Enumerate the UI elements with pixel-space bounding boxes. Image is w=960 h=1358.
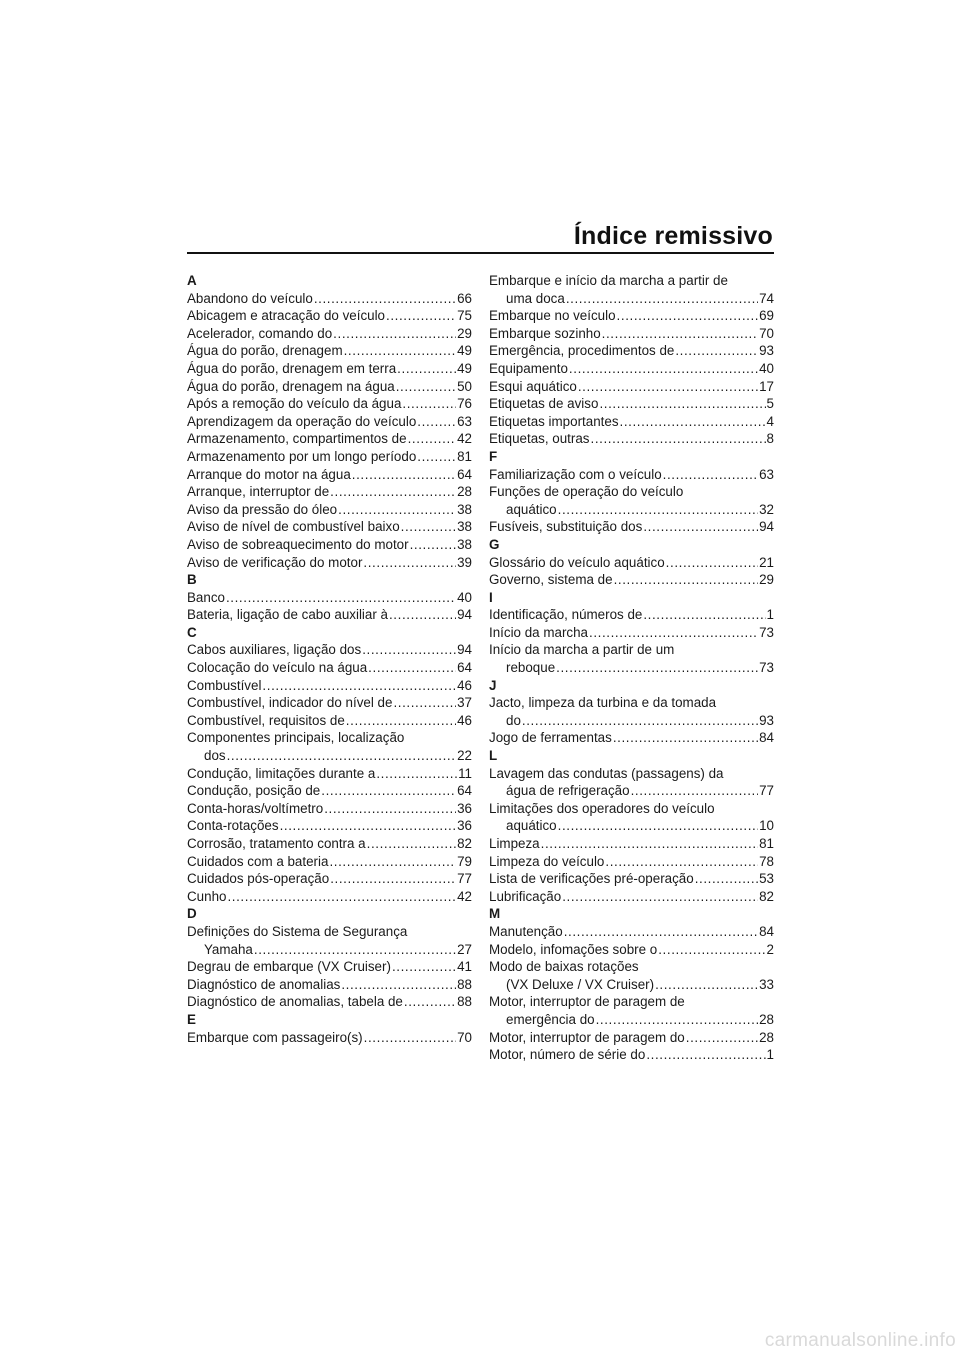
index-entry (489, 325, 774, 343)
index-entry-heading: Início da marcha a partir de um (489, 642, 675, 658)
dot-leader (324, 800, 456, 818)
index-entry-text: dos (204, 748, 226, 764)
index-entry (187, 589, 472, 607)
dot-leader (314, 290, 456, 308)
index-entry (187, 870, 472, 888)
index-entry (187, 342, 472, 360)
index-entry-page: 82 (457, 836, 472, 851)
index-entry-text: Lubrificação (489, 888, 562, 904)
index-entry-page: 21 (759, 554, 774, 570)
index-entry-text: (VX Deluxe / VX Cruiser) (506, 976, 655, 992)
index-entry-page: 77 (759, 783, 774, 799)
index-entry-page: 66 (457, 290, 472, 306)
dot-leader (686, 1029, 758, 1047)
index-entry (489, 1029, 774, 1047)
dot-leader (596, 1011, 759, 1029)
index-entry-text: Abicagem e atracação do veículo (187, 308, 386, 324)
dot-leader (341, 976, 456, 994)
index-entry (187, 976, 472, 994)
index-entry-text: Glossário do veículo aquático (489, 554, 665, 570)
index-entry-heading: Funções de operação do veículo (489, 484, 684, 500)
index-entry-text: Diagnóstico de anomalias (187, 976, 341, 992)
dot-leader (417, 448, 456, 466)
index-entry (187, 290, 472, 308)
index-entry-text: Etiquetas, outras (489, 431, 590, 447)
dot-leader (643, 518, 758, 536)
index-entry-text: emergência do (506, 1011, 595, 1027)
dot-leader (522, 712, 758, 730)
index-entry-text: Emergência, procedimentos de (489, 343, 675, 359)
index-entry-page: 53 (759, 871, 774, 887)
dot-leader (617, 307, 759, 325)
dot-leader (254, 941, 456, 959)
index-entry-text: água de refrigeração (506, 783, 630, 799)
index-entry-page: 36 (457, 800, 472, 816)
index-section-letter: G (489, 536, 500, 552)
index-entry-page: 73 (759, 660, 774, 676)
dot-leader (338, 501, 456, 519)
index-entry-heading: Modo de baixas rotações (489, 959, 639, 975)
index-entry-page: 36 (457, 818, 472, 834)
index-entry (489, 606, 774, 624)
index-entry (489, 782, 774, 800)
index-entry (489, 430, 774, 448)
index-entry-text: Degrau de embarque (VX Cruiser) (187, 959, 391, 975)
index-entry-heading: Motor, interruptor de paragem de (489, 994, 685, 1010)
index-entry (187, 448, 472, 466)
index-entry-page: 4 (766, 413, 774, 429)
index-entry-page: 40 (457, 589, 472, 605)
index-entry-text: Combustível, requisitos de (187, 712, 345, 728)
dot-leader (620, 413, 766, 431)
index-entry-heading: Embarque e início da marcha a partir de (489, 273, 728, 288)
title-rule (187, 252, 774, 254)
index-entry (187, 747, 472, 765)
index-entry-page: 75 (457, 308, 472, 324)
index-entry-text: Condução, posição de (187, 783, 321, 799)
index-entry-page: 84 (759, 730, 774, 746)
index-entry-page: 78 (759, 853, 774, 869)
index-entry-text: Limpeza do veículo (489, 853, 605, 869)
index-entry-page: 11 (458, 765, 472, 781)
watermark-logo: carmanualsonline.info (764, 1330, 956, 1351)
index-entry-page: 88 (457, 994, 472, 1010)
index-entry (187, 853, 472, 871)
index-section-letter: M (489, 906, 501, 922)
dot-leader (401, 518, 456, 536)
dot-leader (541, 835, 758, 853)
index-section-letter: I (489, 589, 493, 605)
dot-leader (389, 606, 456, 624)
index-entry (489, 624, 774, 642)
index-entry (187, 659, 472, 677)
index-entry-page: 38 (457, 519, 472, 535)
index-entry-text: Corrosão, tratamento contra a (187, 836, 366, 851)
index-entry-page: 63 (457, 413, 472, 429)
index-entry (489, 307, 774, 325)
index-entry-page: 28 (759, 1029, 774, 1045)
index-entry-text: Identificação, números de (489, 607, 643, 623)
dot-leader (417, 413, 456, 431)
index-entry-text: Aviso de sobreaquecimento do motor (187, 536, 409, 552)
index-entry-heading: Componentes principais, localização (187, 730, 405, 746)
index-entry-text: Cabos auxiliares, ligação dos (187, 642, 362, 658)
index-entry (187, 993, 472, 1011)
index-entry-text: Etiquetas de aviso (489, 396, 599, 412)
index-entry-page: 93 (759, 712, 774, 728)
page-title: Índice remissivo (573, 222, 773, 250)
index-entry-page: 84 (759, 923, 774, 939)
dot-leader (227, 888, 456, 906)
dot-leader (566, 290, 758, 308)
index-entry-text: Após a remoção do veículo da água (187, 396, 402, 412)
index-entry-text: Aviso de nível de combustível baixo (187, 519, 400, 535)
index-entry-page: 38 (457, 501, 472, 517)
dot-leader (346, 712, 456, 730)
index-entry-text: Limpeza (489, 836, 540, 851)
index-entry-heading: Lavagem das condutas (passagens) da (489, 765, 724, 781)
dot-leader (321, 782, 456, 800)
index-entry-page: 94 (457, 642, 472, 658)
index-entry-text: Etiquetas importantes (489, 413, 619, 429)
index-entry (187, 888, 472, 906)
index-entry (489, 923, 774, 941)
index-entry (489, 501, 774, 519)
dot-leader (363, 554, 456, 572)
index-entry (489, 554, 774, 572)
dot-leader (367, 835, 456, 853)
index-entry-page: 29 (759, 572, 774, 588)
index-entry-page: 1 (766, 607, 774, 623)
index-entry (489, 976, 774, 994)
dot-leader (396, 378, 456, 396)
index-entry (489, 870, 774, 888)
index-entry-page: 41 (457, 959, 472, 975)
index-entry-page: 64 (457, 466, 472, 482)
index-entry-text: Cuidados pós-operação (187, 871, 330, 887)
index-entry-text: Embarque com passageiro(s) (187, 1029, 363, 1045)
index-entry-page: 64 (457, 783, 472, 799)
index-entry (489, 941, 774, 959)
index-entry (187, 958, 472, 976)
index-section-letter: A (187, 273, 197, 288)
index-entry-text: Modelo, infomações sobre o (489, 941, 658, 957)
index-entry-text: Jogo de ferramentas (489, 730, 612, 746)
index-entry-text: Acelerador, comando do (187, 325, 333, 341)
index-entry (489, 413, 774, 431)
dot-leader (364, 1029, 456, 1047)
index-entry-page: 39 (457, 554, 472, 570)
index-entry (187, 554, 472, 572)
index-entry-page: 10 (759, 818, 774, 834)
index-entry (489, 466, 774, 484)
index-entry (187, 360, 472, 378)
index-entry (187, 694, 472, 712)
index-entry-page: 40 (759, 360, 774, 376)
index-entry-text: Início da marcha (489, 624, 588, 640)
dot-leader (558, 817, 758, 835)
dot-leader (666, 554, 758, 572)
dot-leader (613, 729, 758, 747)
index-entry (489, 1011, 774, 1029)
index-entry-page: 93 (759, 343, 774, 359)
index-entry-heading: Definições do Sistema de Segurança (187, 923, 408, 939)
index-entry-heading: Jacto, limpeza da turbina e da tomada (489, 695, 717, 711)
dot-leader (605, 853, 758, 871)
index-entry (187, 677, 472, 695)
index-entry-text: Condução, limitações durante a (187, 765, 376, 781)
index-entry-page: 70 (457, 1029, 472, 1045)
dot-leader (227, 747, 457, 765)
index-entry-text: Arranque do motor na água (187, 466, 351, 482)
dot-leader (646, 1046, 765, 1064)
index-entry-page: 37 (457, 695, 472, 711)
index-entry-page: 94 (457, 607, 472, 623)
index-entry-text: Motor, interruptor de paragem do (489, 1029, 685, 1045)
index-entry-page: 42 (457, 888, 472, 904)
dot-leader (368, 659, 456, 677)
dot-leader (330, 483, 456, 501)
dot-leader (695, 870, 758, 888)
index-entry-text: Armazenamento, compartimentos de (187, 431, 407, 447)
index-entry (489, 342, 774, 360)
index-entry-page: 49 (457, 360, 472, 376)
dot-leader (344, 342, 456, 360)
index-entry-page: 69 (759, 308, 774, 324)
index-entry-text: reboque (506, 660, 556, 676)
index-entry-page: 2 (766, 941, 774, 957)
index-entry-text: Embarque no veículo (489, 308, 616, 324)
index-entry (489, 835, 774, 853)
index-entry-page: 17 (759, 378, 774, 394)
index-entry-text: do (506, 712, 521, 728)
index-entry-page: 63 (759, 466, 774, 482)
index-entry (187, 800, 472, 818)
dot-leader (564, 923, 758, 941)
dot-leader (558, 501, 758, 519)
index-entry (489, 571, 774, 589)
index-entry-text: Aprendizagem da operação do veículo (187, 413, 417, 429)
dot-leader (226, 589, 456, 607)
index-entry (187, 430, 472, 448)
index-entry (187, 765, 472, 783)
dot-leader (397, 360, 456, 378)
dot-leader (352, 466, 456, 484)
index-entry (187, 378, 472, 396)
dot-leader (262, 677, 456, 695)
index-entry (489, 729, 774, 747)
index-entry-text: Aviso da pressão do óleo (187, 501, 338, 517)
index-entry (187, 518, 472, 536)
index-entry (489, 817, 774, 835)
index-entry-text: Motor, número de série do (489, 1047, 646, 1063)
index-entry-page: 22 (457, 748, 472, 764)
dot-leader (362, 641, 456, 659)
index-entry-page: 81 (759, 836, 774, 851)
dot-leader (402, 395, 456, 413)
index-entry (187, 483, 472, 501)
index-entry-text: Yamaha (204, 941, 253, 957)
index-entry (489, 659, 774, 677)
dot-leader (602, 325, 758, 343)
index-entry-page: 70 (759, 325, 774, 341)
index-column-left (187, 272, 472, 1046)
index-entry-page: 73 (759, 624, 774, 640)
index-entry-page: 50 (457, 378, 472, 394)
dot-leader (655, 976, 758, 994)
dot-leader (393, 694, 456, 712)
index-entry-page: 8 (766, 431, 774, 447)
index-entry-text: Água do porão, drenagem em terra (187, 360, 397, 376)
index-entry-page: 77 (457, 871, 472, 887)
index-entry (489, 518, 774, 536)
index-entry-text: Manutenção (489, 923, 563, 939)
dot-leader (658, 941, 765, 959)
index-entry-heading: Limitações dos operadores do veículo (489, 800, 715, 816)
index-entry-page: 46 (457, 677, 472, 693)
index-section-letter: B (187, 572, 197, 588)
index-entry-text: aquático (506, 501, 557, 517)
dot-leader (569, 360, 758, 378)
dot-leader (675, 342, 758, 360)
index-entry-page: 5 (766, 396, 774, 412)
index-entry (187, 941, 472, 959)
dot-leader (404, 993, 456, 1011)
index-entry-text: aquático (506, 818, 557, 834)
index-entry (187, 413, 472, 431)
index-entry-page: 49 (457, 343, 472, 359)
dot-leader (599, 395, 765, 413)
index-entry-text: Água do porão, drenagem na água (187, 378, 395, 394)
index-entry-text: Armazenamento por um longo período (187, 448, 417, 464)
index-entry-text: Diagnóstico de anomalias, tabela de (187, 994, 403, 1010)
index-section-letter: F (489, 448, 498, 464)
index-entry (187, 712, 472, 730)
index-entry-page: 88 (457, 976, 472, 992)
index-entry-text: uma doca (506, 290, 565, 306)
index-entry-text: Abandono do veículo (187, 290, 313, 306)
dot-leader (392, 958, 456, 976)
index-entry-page: 38 (457, 536, 472, 552)
index-entry-page: 27 (457, 941, 472, 957)
index-entry-text: Arranque, interruptor de (187, 484, 330, 500)
index-entry (489, 290, 774, 308)
index-entry (187, 307, 472, 325)
index-entry-text: Equipamento (489, 360, 568, 376)
index-entry-text: Bateria, ligação de cabo auxiliar à (187, 607, 388, 623)
dot-leader (386, 307, 456, 325)
index-entry (187, 466, 472, 484)
index-entry-page: 29 (457, 325, 472, 341)
dot-leader (280, 817, 457, 835)
index-entry (187, 835, 472, 853)
index-entry (489, 853, 774, 871)
dot-leader (578, 378, 758, 396)
index-entry-page: 94 (759, 519, 774, 535)
index-entry (187, 1029, 472, 1047)
index-entry-page: 46 (457, 712, 472, 728)
index-entry-text: Combustível, indicador do nível de (187, 695, 393, 711)
index-entry (489, 360, 774, 378)
dot-leader (556, 659, 758, 677)
dot-leader (614, 571, 759, 589)
index-entry (187, 501, 472, 519)
index-entry (489, 712, 774, 730)
index-section-letter: E (187, 1011, 196, 1027)
index-section-letter: L (489, 748, 498, 764)
index-entry-text: Embarque sozinho (489, 325, 601, 341)
index-entry-page: 74 (759, 290, 774, 306)
index-entry-text: Fusíveis, substituição dos (489, 519, 643, 535)
index-entry-text: Governo, sistema de (489, 572, 613, 588)
index-entry-text: Conta-rotações (187, 818, 279, 834)
dot-leader (408, 430, 457, 448)
index-entry-page: 81 (457, 448, 472, 464)
dot-leader (591, 430, 766, 448)
index-entry (187, 606, 472, 624)
index-entry-text: Familiarização com o veículo (489, 466, 662, 482)
index-entry (187, 395, 472, 413)
index-entry-text: Conta-horas/voltímetro (187, 800, 324, 816)
index-entry (187, 782, 472, 800)
index-entry-page: 28 (457, 484, 472, 500)
index-entry-text: Cuidados com a bateria (187, 853, 329, 869)
index-entry-page: 1 (766, 1047, 774, 1063)
dot-leader (410, 536, 457, 554)
index-entry-text: Água do porão, drenagem (187, 343, 343, 359)
index-entry (489, 395, 774, 413)
dot-leader (562, 888, 758, 906)
index-entry-page: 28 (759, 1011, 774, 1027)
dot-leader (663, 466, 758, 484)
index-section-letter: D (187, 906, 197, 922)
index-entry (489, 888, 774, 906)
index-entry (489, 1046, 774, 1064)
dot-leader (643, 606, 765, 624)
index-entry (489, 378, 774, 396)
index-entry-text: Esqui aquático (489, 378, 577, 394)
dot-leader (631, 782, 759, 800)
dot-leader (376, 765, 457, 783)
dot-leader (333, 325, 456, 343)
index-entry-page: 32 (759, 501, 774, 517)
index-entry-page: 79 (457, 853, 472, 869)
index-entry-page: 42 (457, 431, 472, 447)
index-entry (187, 536, 472, 554)
dot-leader (329, 853, 456, 871)
index-entry-page: 82 (759, 888, 774, 904)
index-entry-page: 33 (759, 976, 774, 992)
index-entry-page: 64 (457, 660, 472, 676)
index-entry-text: Banco (187, 589, 225, 605)
index-section-letter: J (489, 677, 497, 693)
index-column-right (489, 272, 774, 1064)
index-entry-text: Lista de verificações pré-operação (489, 871, 694, 887)
index-entry-page: 76 (457, 396, 472, 412)
index-entry-text: Combustível (187, 677, 262, 693)
dot-leader (330, 870, 456, 888)
index-entry-text: Aviso de verificação do motor (187, 554, 363, 570)
index-entry (187, 817, 472, 835)
index-entry (187, 641, 472, 659)
index-entry-text: Colocação do veículo na água (187, 660, 368, 676)
index-section-letter: C (187, 624, 197, 640)
dot-leader (589, 624, 758, 642)
index-entry-text: Cunho (187, 888, 227, 904)
index-entry (187, 325, 472, 343)
